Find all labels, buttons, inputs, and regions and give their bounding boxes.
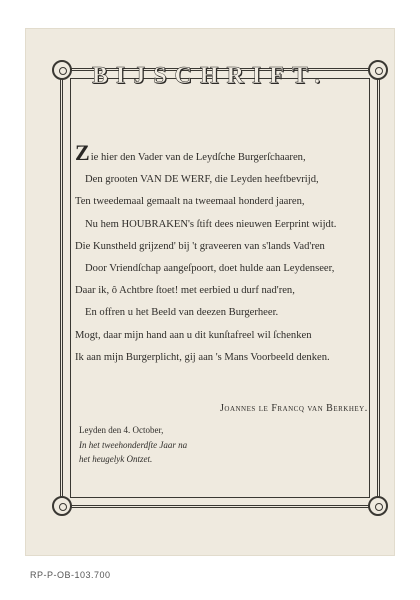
dateline-italic: het heugelyk Ontzet. (79, 454, 153, 464)
corner-ornament-icon (52, 496, 72, 516)
poem-line: Nu hem HOUBRAKEN's ſtift dees nieuwen Eerprint wijdt. (85, 218, 337, 230)
poem-line: Mogt, daar mijn hand aan u dit kunſtafreel wil ſchenken (75, 329, 312, 341)
poem-line: Den grooten VAN DE WERF, die Leyden heeftbevrijd, (85, 174, 319, 186)
drop-capital: Z (75, 140, 90, 165)
place-date: Leyden den 4. October, (79, 425, 164, 435)
poem-line: Zie hier den Vader van de Leydſche Burgerſchaaren, (75, 140, 306, 165)
page-title: BIJSCHRIFT. (91, 63, 329, 89)
catalog-number: RP-P-OB-103.700 (30, 570, 111, 580)
poem-line: En offren u het Beeld van deezen Burgerheer. (85, 307, 279, 319)
poem-line: Daar ik, ô Achtbre ſtoet! met eerbied u durf nad'ren, (75, 285, 295, 297)
poem-line: Door Vriendſchap aangeſpoort, doet hulde aan Leydenseer, (85, 263, 335, 275)
poem-line: Ik aan mijn Burgerplicht, gij aan 's Mans Voorbeeld denken. (75, 351, 330, 363)
author-signature: Joannes le Francq van Berkhey. (220, 403, 368, 414)
poem-line: Die Kunstheld grijzend' bij 't graveeren van s'lands Vad'ren (75, 240, 325, 252)
dateline (79, 423, 187, 467)
poem-line: Ten tweedemaal gemaalt na tweemaal honderd jaaren, (75, 196, 305, 208)
dateline-italic: In het tweehonderdſte Jaar na (79, 439, 188, 450)
corner-ornament-icon (368, 496, 388, 516)
poem-text (75, 140, 365, 369)
